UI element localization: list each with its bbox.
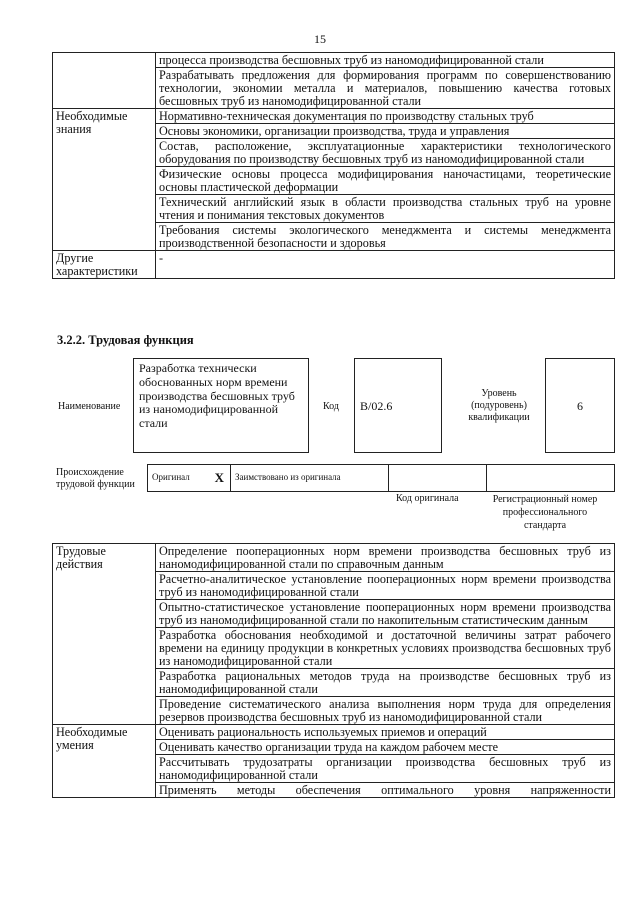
table-cell: Основы экономики, организации производства, труда и управления bbox=[156, 124, 615, 139]
origin-label-text: Происхождение трудовой функции bbox=[56, 467, 135, 490]
table-cell: Физические основы процесса модифицирования наночастицами, теоретические основы пластической деформации bbox=[156, 167, 615, 195]
actions-label: Трудовые действия bbox=[53, 544, 156, 725]
original-label: Оригинал bbox=[152, 472, 190, 482]
table-cell: Проведение систематического анализа выполнения норм труда для определения резервов производства бесшовных труб из наномодифицированной стали bbox=[156, 697, 615, 725]
table-cell: Оценивать качество организации труда на каждом рабочем месте bbox=[156, 740, 615, 755]
table-cell: Нормативно-техническая документация по производству стальных труб bbox=[156, 109, 615, 124]
function-code-box: В/02.6 bbox=[354, 358, 442, 453]
knowledge-label: Необходимые знания bbox=[53, 109, 156, 251]
section-heading: 3.2.2. Трудовая функция bbox=[57, 333, 194, 347]
skills-label: Необходимые умения bbox=[53, 725, 156, 798]
table-row bbox=[53, 109, 615, 124]
table-cell: - bbox=[156, 251, 615, 279]
table-cell: Требования системы экологического менеджмента и системы менеджмента производственной безопасности и здоровья bbox=[156, 223, 615, 251]
empty-header-cell bbox=[53, 53, 156, 109]
table-cell: процесса производства бесшовных труб из наномодифицированной стали bbox=[156, 53, 615, 68]
actions-table bbox=[52, 543, 615, 798]
other-characteristics-label: Другие характеристики bbox=[53, 251, 156, 279]
borrowed-cell: Заимствовано из оригинала bbox=[231, 465, 389, 491]
original-mark: X bbox=[214, 470, 224, 485]
table-cell: Опытно-статистическое установление пооперационных норм времени производства труб из наномодифицированной стали по накопительным статистическим данным bbox=[156, 600, 615, 628]
origin-box bbox=[147, 464, 615, 492]
code-original-caption: Код оригинала bbox=[396, 493, 459, 504]
table-cell: Разработка рациональных методов труда на производстве бесшовных труб из наномодифицированной стали bbox=[156, 669, 615, 697]
table-cell: Разработка обоснования необходимой и достаточной величины затрат рабочего времени на единицу продукции в конкретных условиях производства бесшовных труб из наномодифицированной стали bbox=[156, 628, 615, 669]
table-cell: Рассчитывать трудозатраты организации производства бесшовных труб из наномодифицированной стали bbox=[156, 755, 615, 783]
code-original-cell bbox=[389, 465, 487, 491]
original-cell bbox=[148, 465, 231, 491]
origin-label bbox=[56, 467, 136, 491]
table-cell: Определение пооперационных норм времени производства бесшовных труб из наномодифицированной стали по справочным данным bbox=[156, 544, 615, 572]
name-label: Наименование bbox=[58, 401, 121, 412]
table-cell: Оценивать рациональность используемых приемов и операций bbox=[156, 725, 615, 740]
code-label: Код bbox=[323, 401, 339, 412]
qualification-level-label: Уровень (подуровень) квалификации bbox=[468, 388, 530, 423]
table-cell: Расчетно-аналитическое установление пооперационных норм времени производства труб из наномодифицированной стали bbox=[156, 572, 615, 600]
function-name-box: Разработка технически обоснованных норм времени производства бесшовных труб из наномодифицированной стали bbox=[133, 358, 309, 453]
knowledge-table bbox=[52, 52, 615, 279]
table-cell: Состав, расположение, эксплуатационные характеристики технологического оборудования по производству бесшовных труб из наномодифицированной стали bbox=[156, 139, 615, 167]
table-row bbox=[53, 725, 615, 740]
table-cell: Применять методы обеспечения оптимального уровня напряженности bbox=[156, 783, 615, 798]
table-cell: Технический английский язык в области производства стальных труб на уровне чтения и понимания текстовых документов bbox=[156, 195, 615, 223]
qualification-level-box: 6 bbox=[545, 358, 615, 453]
reg-number-caption: Регистрационный номер профессионального стандарта bbox=[492, 494, 598, 531]
table-row bbox=[53, 544, 615, 572]
table-row bbox=[53, 251, 615, 279]
table-cell: Разрабатывать предложения для формирования программ по совершенствованию технологии, экономии металла и материалов, повышению качества готовых бесшовных труб из наномодифицированной стали bbox=[156, 68, 615, 109]
table-row bbox=[53, 53, 615, 68]
page-number: 15 bbox=[314, 32, 326, 46]
